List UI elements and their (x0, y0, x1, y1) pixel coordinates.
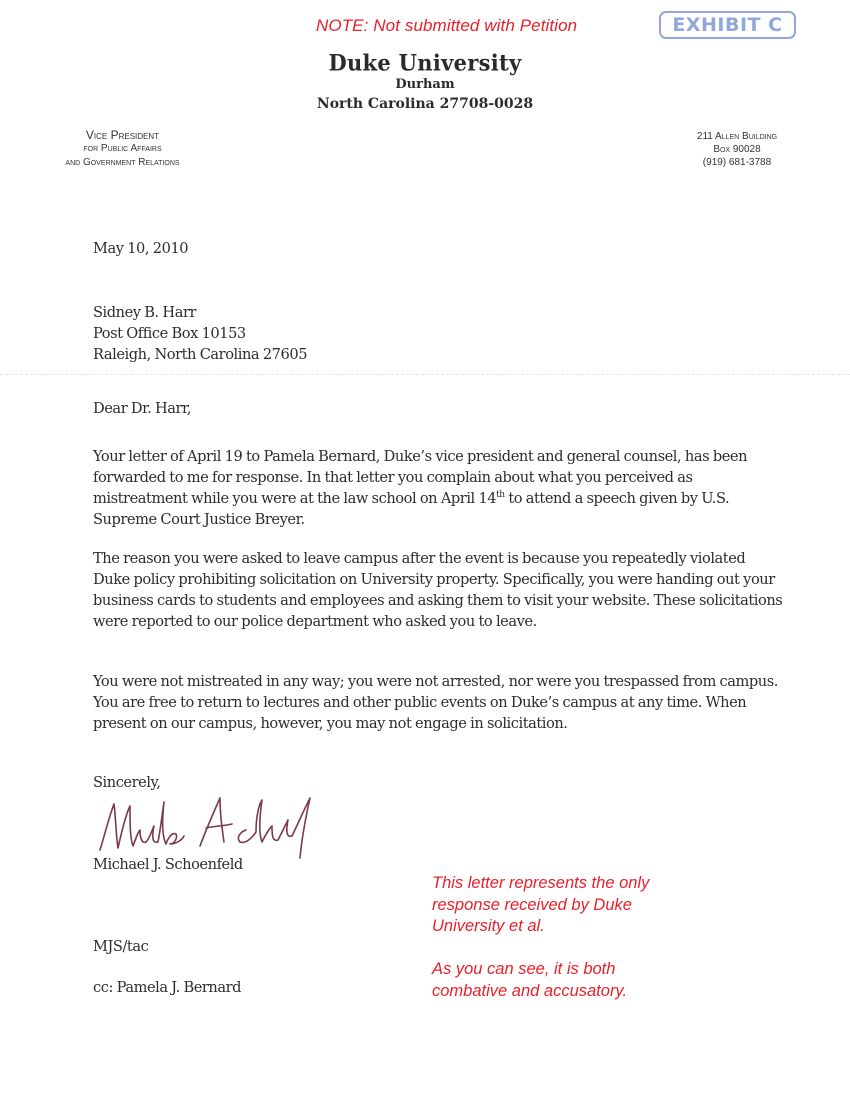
recipient-line: Raleigh, North Carolina 27605 (93, 346, 308, 363)
note-line: As you can see, it is both (432, 960, 616, 978)
body-paragraph-3: You were not mistreated in any way; you were not arrested, nor were you trespassed from campus. You are free to return to lectures and other public events on Duke’s campus at any time. When present on our campus, however, you may not engage in solicitation. (93, 673, 778, 732)
letterhead-state-zip: North Carolina 27708-0028 (316, 96, 534, 112)
signer-name: Michael J. Schoenfeld (93, 856, 243, 873)
p1-text-a: Your letter of April 19 to Pamela Bernard, Duke’s vice president and general counsel, has been forwarded to me for response. In that letter you complain about what you perceived as mistreatment while you were at the law school on April 14 (93, 448, 748, 507)
letter-date: May 10, 2010 (93, 240, 189, 257)
closing: Sincerely, (93, 774, 161, 791)
p1-superscript: th (496, 490, 505, 501)
not-submitted-note: NOTE: Not submitted with Petition (316, 16, 578, 35)
note-line: response received by Duke (432, 895, 632, 914)
only-response-note (432, 873, 732, 938)
carbon-copy: cc: Pamela J. Bernard (93, 979, 242, 996)
p1-text-b: to attend a speech given by U.S. Supreme Court Justice Breyer. (93, 490, 730, 528)
letterhead-office (30, 128, 215, 170)
signature-stroke (200, 798, 232, 846)
note-line: University et al. (432, 917, 545, 935)
office-line: Vice President (85, 128, 160, 142)
recipient-address (93, 302, 307, 365)
office-line: for Public Affairs (83, 143, 162, 154)
letterhead-city: Durham (395, 77, 455, 92)
body-paragraph-2: The reason you were asked to leave campus after the event is because you repeatedly violated Duke policy prohibiting solicitation on University property. Specifically, you were handing out your business cards to students and employees and asking them to visit your website. These solicitations were reported to our police department who asked you to leave. (93, 550, 783, 630)
note-line: combative and accusatory. (432, 981, 628, 1000)
combative-note (432, 959, 732, 1002)
body-paragraph-1 (93, 446, 783, 530)
exhibit-label: EXHIBIT C (659, 11, 796, 39)
address-line: 211 Allen Building (696, 131, 778, 142)
paper-fold-line (0, 374, 850, 375)
recipient-line: Sidney B. Harr (93, 304, 197, 321)
reference-initials: MJS/tac (93, 938, 149, 955)
address-line: Box 90028 (713, 144, 761, 155)
office-line: and Government Relations (65, 157, 180, 168)
salutation: Dear Dr. Harr, (93, 400, 192, 417)
letterhead-address (662, 130, 812, 169)
recipient-line: Post Office Box 10153 (93, 325, 246, 342)
signature-stroke (100, 802, 184, 850)
address-line: (919) 681-3788 (702, 157, 772, 168)
note-line: This letter represents the only (432, 874, 650, 892)
letterhead-university-name: Duke University (328, 49, 522, 76)
signature-stroke (238, 798, 310, 858)
